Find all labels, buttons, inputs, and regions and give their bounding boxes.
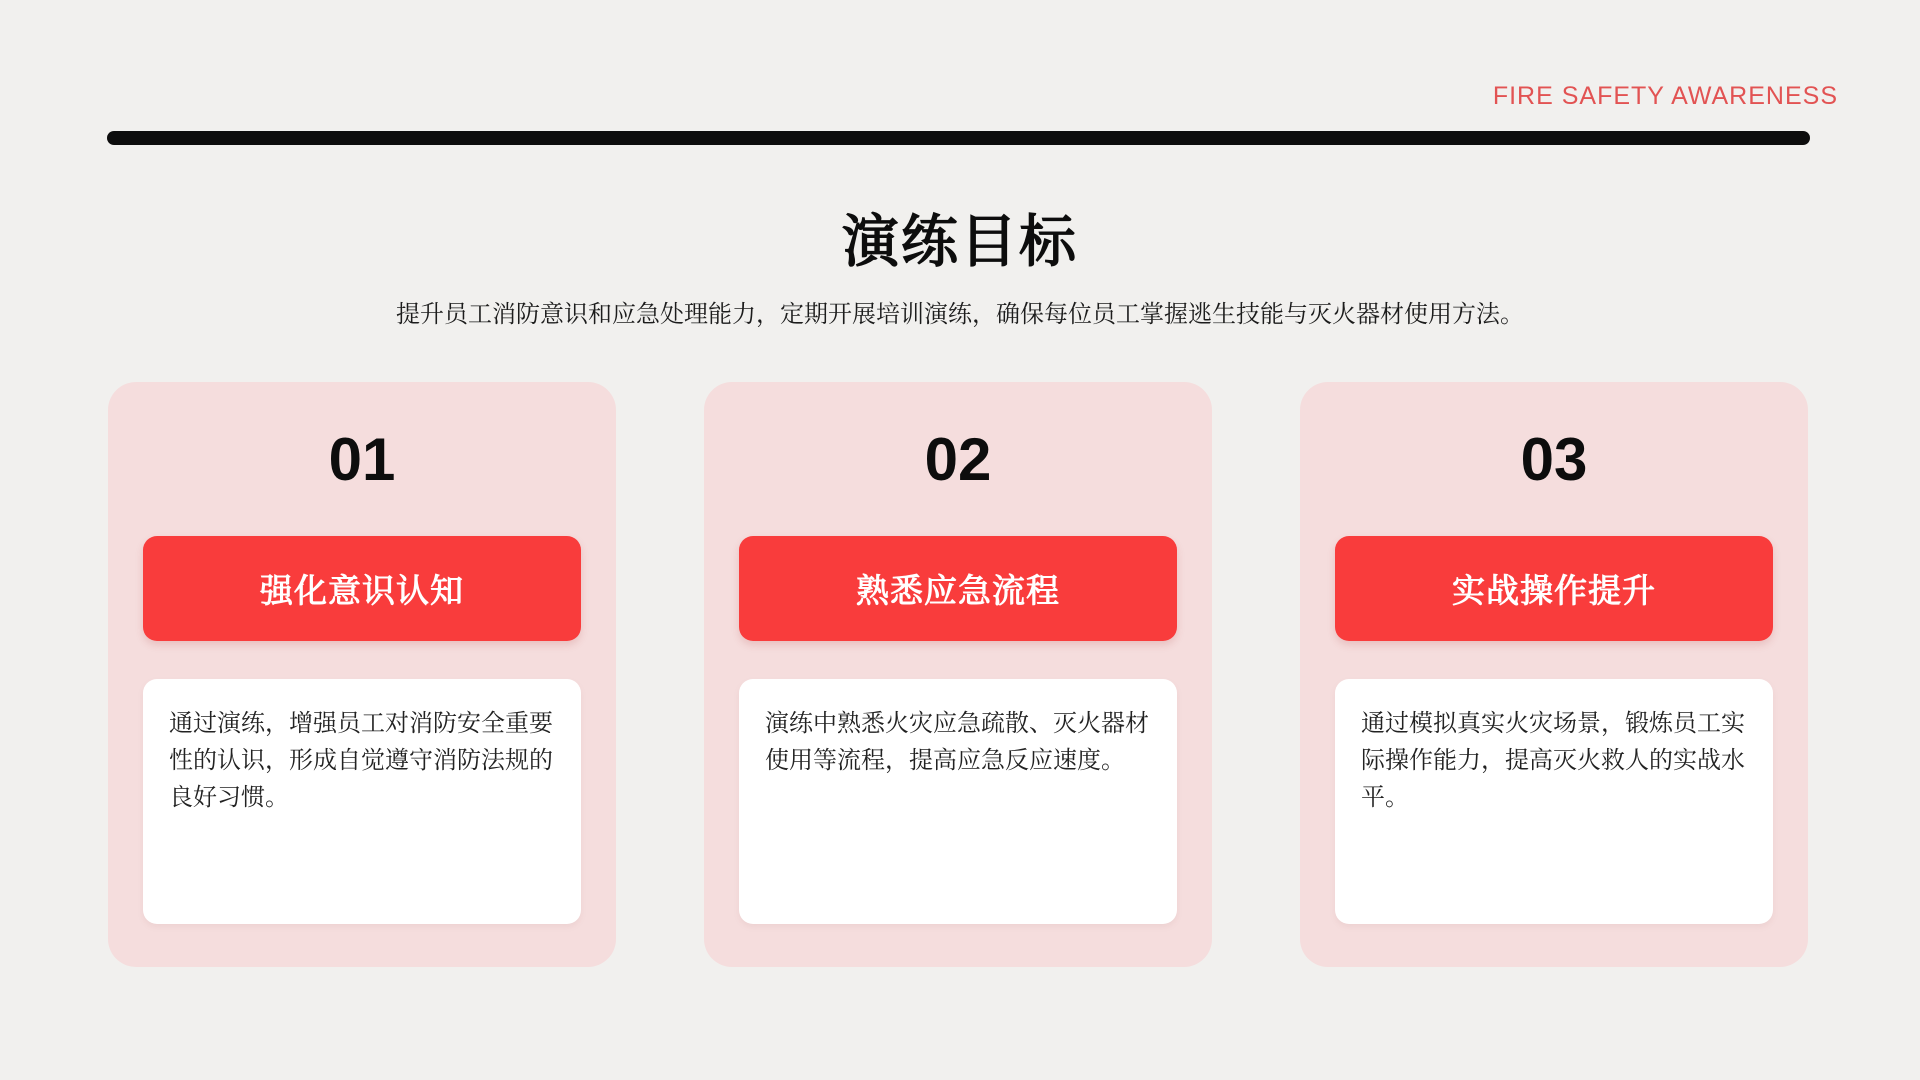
card-heading-banner: 熟悉应急流程 bbox=[739, 536, 1177, 641]
card-heading-banner: 实战操作提升 bbox=[1335, 536, 1773, 641]
card-body-text: 通过模拟真实火灾场景，锻炼员工实际操作能力，提高灭火救人的实战水平。 bbox=[1335, 679, 1773, 924]
header-divider bbox=[107, 131, 1810, 145]
page-subtitle: 提升员工消防意识和应急处理能力，定期开展培训演练，确保每位员工掌握逃生技能与灭火器材使用方法。 bbox=[396, 301, 1524, 328]
cards-row bbox=[108, 382, 1808, 967]
card-number: 01 bbox=[328, 426, 396, 493]
objective-card-3 bbox=[1300, 382, 1808, 967]
objective-card-2 bbox=[704, 382, 1212, 967]
objective-card-1 bbox=[108, 382, 616, 967]
card-body-text: 通过演练，增强员工对消防安全重要性的认识，形成自觉遵守消防法规的良好习惯。 bbox=[143, 679, 581, 924]
card-heading-banner: 强化意识认知 bbox=[143, 536, 581, 641]
card-number: 03 bbox=[1520, 426, 1588, 493]
card-body-text: 演练中熟悉火灾应急疏散、灭火器材使用等流程，提高应急反应速度。 bbox=[739, 679, 1177, 924]
card-number: 02 bbox=[924, 426, 992, 493]
page-title: 演练目标 bbox=[842, 210, 1078, 274]
header-tagline: FIRE SAFETY AWARENESS bbox=[1492, 82, 1838, 110]
